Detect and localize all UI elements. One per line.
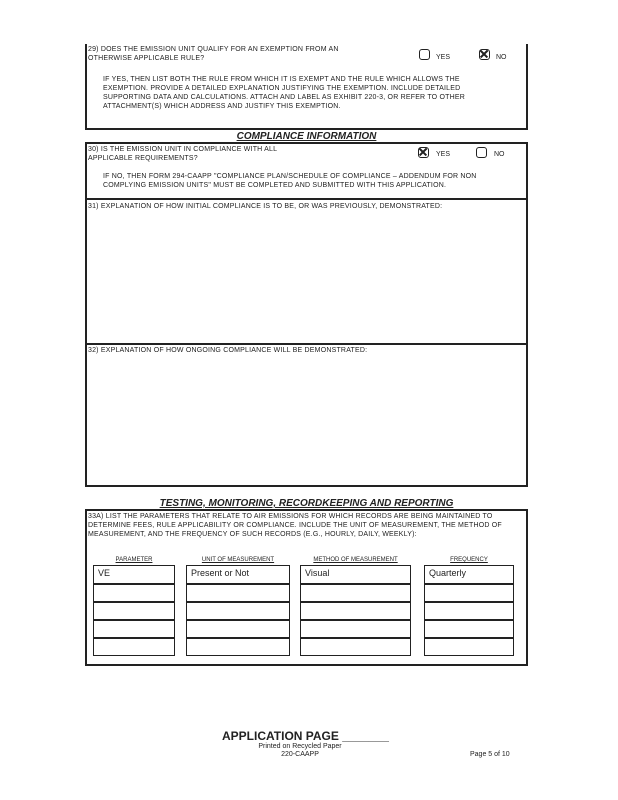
- table-cell[interactable]: [424, 584, 514, 602]
- table-cell[interactable]: [186, 638, 290, 656]
- q31-answer-area[interactable]: [85, 200, 528, 345]
- q29-question: 29) DOES THE EMISSION UNIT QUALIFY FOR AN EXEMPTION FROM AN OTHERWISE APPLICABLE RULE?: [88, 46, 339, 62]
- table-cell[interactable]: Present or Not: [186, 565, 290, 584]
- q30-no-checkbox[interactable]: [476, 147, 487, 158]
- table-cell[interactable]: [93, 584, 175, 602]
- table-cell[interactable]: [300, 638, 411, 656]
- q29-instructions: IF YES, THEN LIST BOTH THE RULE FROM WHICH IT IS EXEMPT AND THE RULE WHICH ALLOWS THE EXEMPTION. PROVIDE A DETAILED EXPLANATION JUSTIFYING THE EXEMPTION. INCLUDE DETAILED SUPPORTING DATA AND CALCULATIONS. ATTACH AND LABEL AS EXHIBIT 220-3, OR REFER TO OTHER ATTACHMENT(S) WHICH ADDRESS AND JUSTIFY THIS EXEMPTION.: [103, 76, 465, 110]
- table-cell[interactable]: VE: [93, 565, 175, 584]
- q30-no-label: NO: [494, 151, 505, 158]
- page-number: Page 5 of 10: [470, 751, 510, 758]
- q29-no-checkbox[interactable]: [479, 49, 490, 60]
- table-cell[interactable]: Quarterly: [424, 565, 514, 584]
- q30-instructions: IF NO, THEN FORM 294-CAAPP "COMPLIANCE PLAN/SCHEDULE OF COMPLIANCE – ADDENDUM FOR NON COMPLYING EMISSION UNITS" MUST BE COMPLETED AND SUBMITTED WITH THIS APPLICATION.: [103, 173, 477, 189]
- q30-yes-label: YES: [436, 151, 451, 158]
- q32-question: 32) EXPLANATION OF HOW ONGOING COMPLIANCE WILL BE DEMONSTRATED:: [88, 347, 368, 354]
- table-cell[interactable]: [186, 584, 290, 602]
- table-cell[interactable]: [186, 602, 290, 620]
- printed-note: Printed on Recycled Paper: [258, 743, 342, 750]
- table-cell[interactable]: [300, 602, 411, 620]
- compliance-heading: COMPLIANCE INFORMATION: [236, 131, 377, 142]
- col-header-parameter: PARAMETER: [115, 557, 153, 563]
- testing-heading: TESTING, MONITORING, RECORDKEEPING AND REPORTING: [159, 498, 454, 509]
- table-cell[interactable]: [424, 638, 514, 656]
- table-cell[interactable]: [300, 584, 411, 602]
- table-cell[interactable]: [186, 620, 290, 638]
- q29-no-label: NO: [496, 54, 507, 61]
- q31-question: 31) EXPLANATION OF HOW INITIAL COMPLIANCE IS TO BE, OR WAS PREVIOUSLY, DEMONSTRATED:: [88, 203, 443, 210]
- application-page-label: APPLICATION PAGE _______: [222, 729, 389, 743]
- table-cell[interactable]: [424, 602, 514, 620]
- table-cell[interactable]: [300, 620, 411, 638]
- col-header-unit: UNIT OF MEASUREMENT: [201, 557, 275, 563]
- col-header-method: METHOD OF MEASUREMENT: [313, 557, 398, 563]
- table-cell[interactable]: [93, 638, 175, 656]
- table-cell[interactable]: [93, 620, 175, 638]
- q30-question: 30) IS THE EMISSION UNIT IN COMPLIANCE WITH ALL APPLICABLE REQUIREMENTS?: [88, 146, 277, 162]
- q30-yes-checkbox[interactable]: [418, 147, 429, 158]
- q32-answer-area[interactable]: [85, 345, 528, 487]
- q29-yes-checkbox[interactable]: [419, 49, 430, 60]
- col-header-frequency: FREQUENCY: [450, 557, 488, 563]
- q29-yes-label: YES: [436, 54, 451, 61]
- q33-question: 33A) LIST THE PARAMETERS THAT RELATE TO AIR EMISSIONS FOR WHICH RECORDS ARE BEING MAINTAINED TO DETERMINE FEES, RULE APPLICABILITY OR COMPLIANCE. INCLUDE THE UNIT OF MEASUREMENT, THE METHOD OF MEASUREMENT, AND THE FREQUENCY OF SUCH RECORDS (E.G., HOURLY, DAILY, WEEKLY):: [88, 513, 502, 538]
- form-number: 220-CAAPP: [281, 751, 319, 758]
- table-cell[interactable]: [93, 602, 175, 620]
- table-cell[interactable]: [424, 620, 514, 638]
- table-cell[interactable]: Visual: [300, 565, 411, 584]
